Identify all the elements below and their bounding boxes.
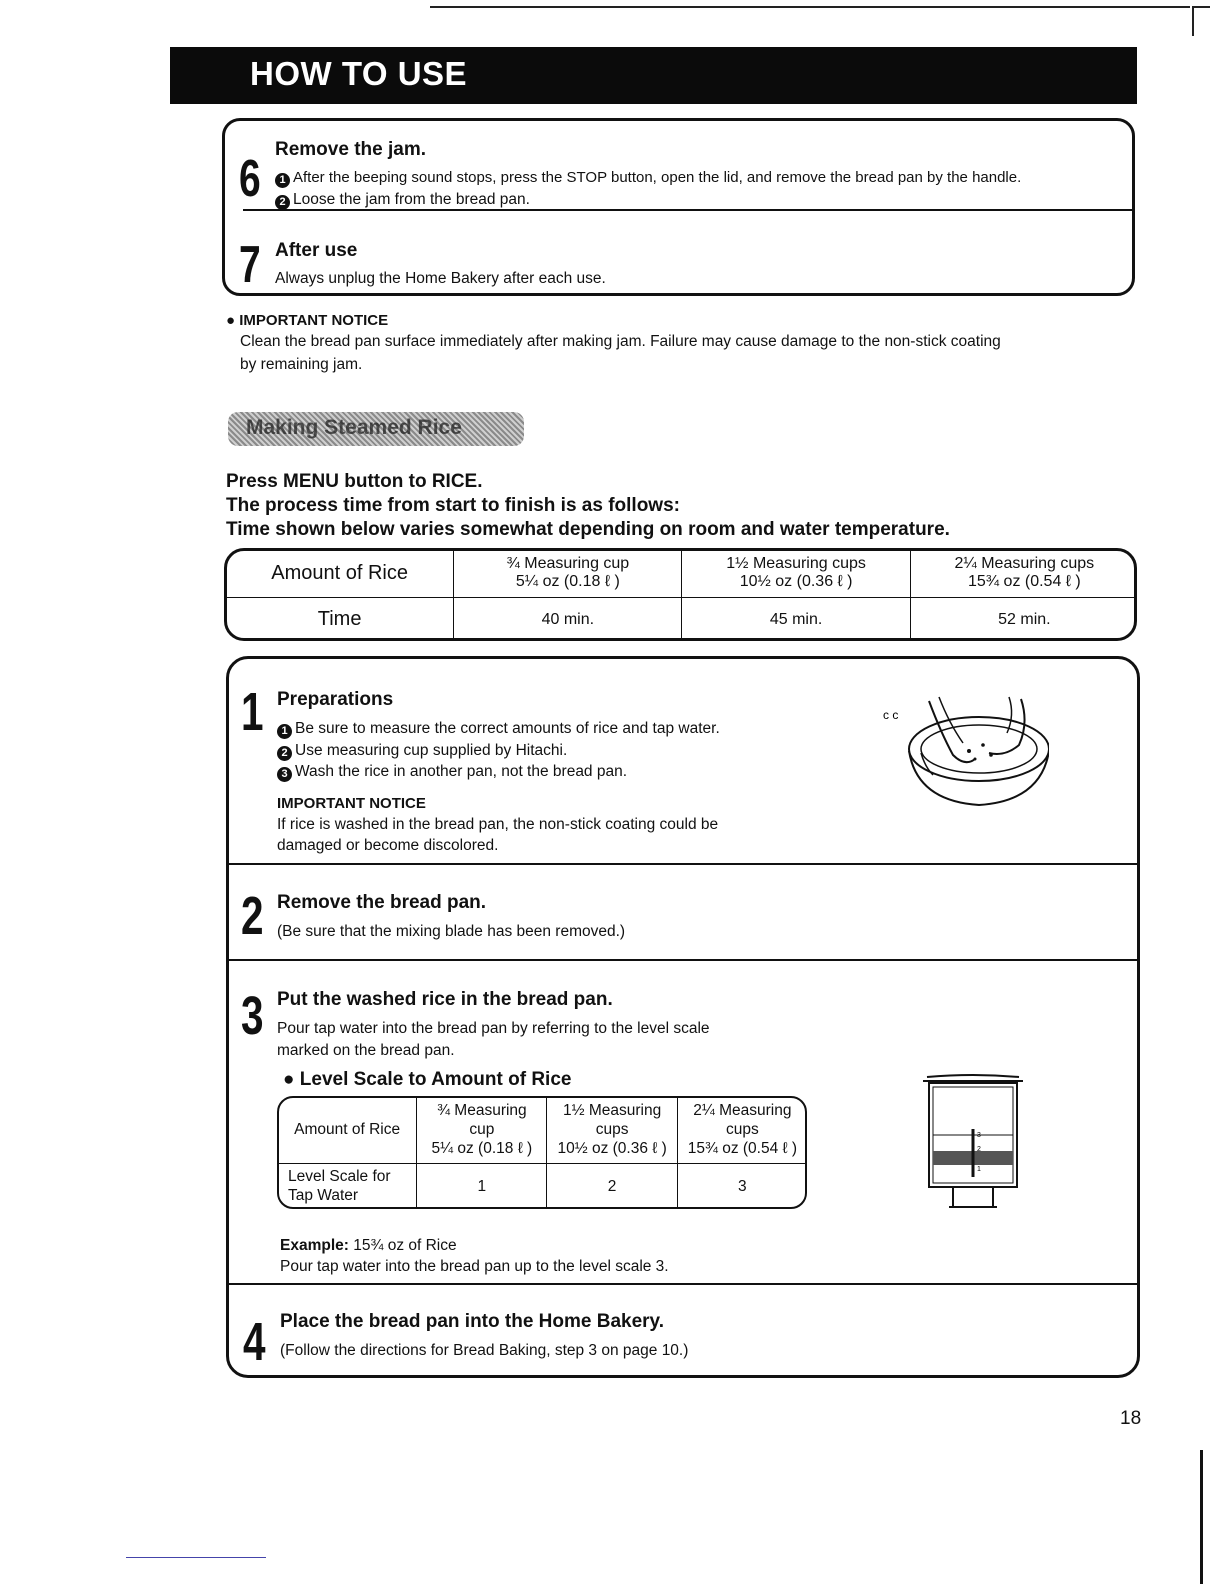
table-cell: 45 min. bbox=[682, 597, 910, 641]
top-rule bbox=[430, 6, 1190, 8]
step-title: Preparations bbox=[277, 689, 394, 710]
corner-mark-h bbox=[1192, 6, 1210, 8]
example-line: Example: 15¾ oz of Rice bbox=[280, 1237, 457, 1254]
level-table-box bbox=[277, 1096, 807, 1209]
step-number: 7 bbox=[239, 236, 261, 294]
row-label: Amount of Rice bbox=[226, 550, 454, 597]
time-table bbox=[226, 550, 1137, 641]
number-1-icon: 1 bbox=[275, 173, 290, 188]
section-label: Making Steamed Rice bbox=[228, 412, 524, 446]
step-line: 3 Wash the rice in another pan, not the bread pan. bbox=[277, 761, 627, 782]
table-cell: ¾ Measuring cup 5¼ oz (0.18 ℓ ) bbox=[417, 1097, 547, 1163]
number-2-icon: 2 bbox=[275, 195, 290, 210]
step-line: marked on the bread pan. bbox=[277, 1042, 455, 1059]
step-title: Remove the bread pan. bbox=[277, 892, 487, 913]
edge-mark bbox=[1200, 1450, 1203, 1584]
table-cell: 52 min. bbox=[910, 597, 1137, 641]
intro-line: The process time from start to finish is as follows: bbox=[226, 495, 680, 516]
bread-pan-illustration bbox=[917, 1073, 1029, 1213]
divider bbox=[243, 209, 1135, 211]
scale-title: ● Level Scale to Amount of Rice bbox=[283, 1069, 572, 1090]
washing-rice-bowl-illustration bbox=[879, 693, 1049, 813]
step-line: Pour tap water into the bread pan by referring to the level scale bbox=[277, 1020, 710, 1037]
notice-line: If rice is washed in the bread pan, the non-stick coating could be bbox=[277, 816, 719, 833]
notice-line: damaged or become discolored. bbox=[277, 837, 499, 854]
level-table bbox=[278, 1097, 807, 1209]
row-label: Level Scale for Tap Water bbox=[278, 1163, 417, 1209]
number-3-icon: 3 bbox=[277, 767, 292, 782]
row-label: Amount of Rice bbox=[278, 1097, 417, 1163]
step-number: 1 bbox=[241, 682, 264, 742]
time-table-box bbox=[224, 548, 1137, 641]
table-cell: 1 bbox=[417, 1163, 547, 1209]
header-banner bbox=[170, 47, 1137, 104]
number-2-icon: 2 bbox=[277, 746, 292, 761]
svg-text:3: 3 bbox=[977, 1132, 981, 1139]
divider bbox=[229, 1283, 1139, 1285]
table-cell: 3 bbox=[677, 1163, 807, 1209]
step-line: 1 Be sure to measure the correct amounts of rice and tap water. bbox=[277, 718, 720, 739]
step-text: Always unplug the Home Bakery after each use. bbox=[275, 270, 606, 287]
step-title: Remove the jam. bbox=[275, 139, 426, 160]
row-label: Time bbox=[226, 597, 454, 641]
step-title: Place the bread pan into the Home Bakery. bbox=[280, 1311, 664, 1332]
table-cell: 1½ Measuring cups 10½ oz (0.36 ℓ ) bbox=[682, 550, 910, 597]
bottom-rule bbox=[126, 1557, 266, 1558]
table-cell: 2 bbox=[547, 1163, 677, 1209]
step-line: 2 Use measuring cup supplied by Hitachi. bbox=[277, 740, 567, 761]
table-cell: 2¼ Measuring cups 15¾ oz (0.54 ℓ ) bbox=[910, 550, 1137, 597]
notice-title: ● IMPORTANT NOTICE bbox=[226, 312, 389, 329]
notice-title: IMPORTANT NOTICE bbox=[277, 795, 426, 812]
intro-line: Press MENU button to RICE. bbox=[226, 471, 483, 492]
step-number: 4 bbox=[243, 1312, 266, 1372]
step-text: (Be sure that the mixing blade has been removed.) bbox=[277, 923, 626, 940]
example-line: Pour tap water into the bread pan up to the level scale 3. bbox=[280, 1258, 669, 1275]
step-number: 6 bbox=[239, 150, 261, 208]
page-title: HOW TO USE bbox=[250, 55, 468, 92]
step-number: 2 bbox=[241, 886, 264, 946]
table-cell: ¾ Measuring cup 5¼ oz (0.18 ℓ ) bbox=[454, 550, 682, 597]
step-title: After use bbox=[275, 240, 358, 261]
notice-line: Clean the bread pan surface immediately after making jam. Failure may cause damage to the non-stick coating bbox=[240, 333, 1001, 350]
number-1-icon: 1 bbox=[277, 724, 292, 739]
intro-line: Time shown below varies somewhat depending on room and water temperature. bbox=[226, 519, 950, 540]
divider bbox=[229, 959, 1139, 961]
jam-steps-box bbox=[222, 118, 1135, 296]
page-number: 18 bbox=[1120, 1408, 1142, 1429]
svg-text:1: 1 bbox=[977, 1166, 981, 1173]
step-line: 2 Loose the jam from the bread pan. bbox=[275, 189, 530, 210]
table-cell: 1½ Measuring cups 10½ oz (0.36 ℓ ) bbox=[547, 1097, 677, 1163]
rice-steps-box bbox=[226, 656, 1140, 1378]
step-line: 1 After the beeping sound stops, press the STOP button, open the lid, and remove the bread pan by the handle. bbox=[275, 167, 1021, 188]
table-cell: 40 min. bbox=[454, 597, 682, 641]
table-cell: 2¼ Measuring cups 15¾ oz (0.54 ℓ ) bbox=[677, 1097, 807, 1163]
notice-line: by remaining jam. bbox=[240, 356, 363, 373]
step-title: Put the washed rice in the bread pan. bbox=[277, 989, 613, 1010]
step-text: (Follow the directions for Bread Baking, step 3 on page 10.) bbox=[280, 1342, 689, 1359]
step-number: 3 bbox=[241, 986, 264, 1046]
corner-mark bbox=[1192, 6, 1194, 36]
divider bbox=[229, 863, 1139, 865]
svg-text:c c: c c bbox=[883, 708, 899, 722]
svg-text:2: 2 bbox=[977, 1146, 981, 1153]
